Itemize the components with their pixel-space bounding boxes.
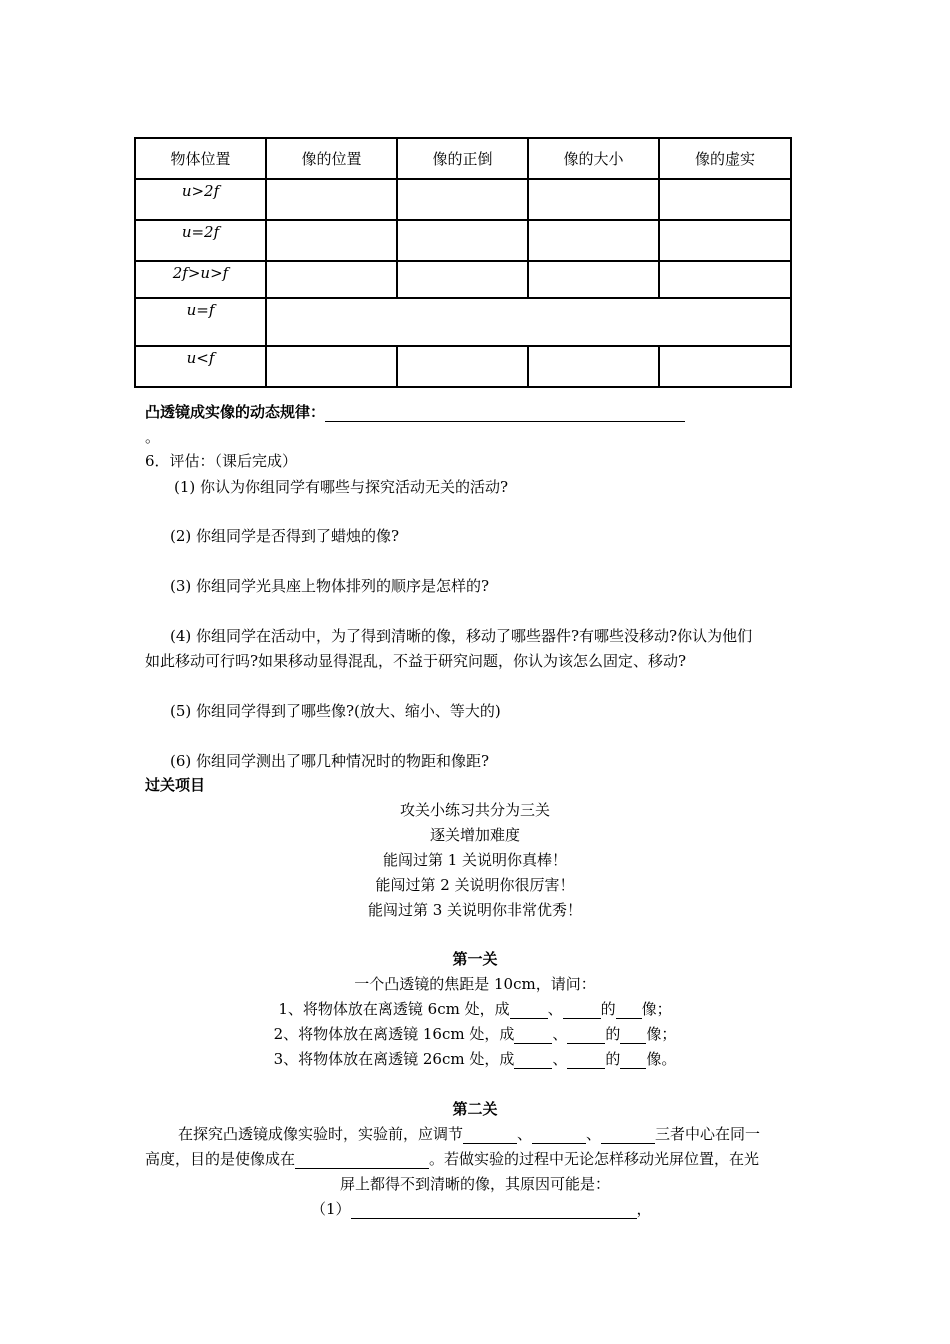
- para-text: 高度，目的是使像成在: [145, 1150, 296, 1168]
- answer-blank[interactable]: [325, 403, 685, 422]
- comma: ，: [636, 1200, 652, 1218]
- pass-intro-line: 能闯过第 3 关说明你非常优秀！: [367, 901, 583, 919]
- blank-cell[interactable]: [397, 220, 528, 261]
- separator: 、: [517, 1125, 533, 1143]
- level1-item: [0, 1023, 950, 1044]
- blank-cell[interactable]: [397, 261, 528, 298]
- separator: 、: [547, 1000, 563, 1018]
- imaging-table: [134, 137, 792, 388]
- pass-intro-line: 能闯过第 1 关说明你真棒！: [382, 851, 568, 869]
- answer-blank[interactable]: [601, 1125, 655, 1144]
- answer-blank[interactable]: [351, 1200, 637, 1219]
- item-text: 3、将物体放在离透镜 26cm 处，成: [273, 1050, 515, 1068]
- blank-cell[interactable]: [528, 179, 659, 220]
- period-mark: 。: [145, 428, 161, 446]
- level1-item: [0, 998, 950, 1019]
- eval-question-1: (1) 你认为你组同学有哪些与探究活动无关的活动?: [174, 478, 509, 496]
- answer-blank[interactable]: [514, 1025, 552, 1044]
- item-number: （1）: [311, 1200, 351, 1218]
- table-row: [135, 179, 791, 220]
- pass-intro-line: 能闯过第 2 关说明你很厉害！: [375, 876, 575, 894]
- eval-question-2: (2) 你组同学是否得到了蜡烛的像?: [170, 527, 400, 545]
- table-header-row: [135, 138, 791, 179]
- item-text: 1、将物体放在离透镜 6cm 处，成: [278, 1000, 510, 1018]
- blank-cell[interactable]: [659, 261, 791, 298]
- table-header-cell: 像的虚实: [659, 138, 791, 179]
- pass-intro-line: 攻关小练习共分为三关: [399, 801, 550, 819]
- table-header-cell: 像的大小: [528, 138, 659, 179]
- answer-blank[interactable]: [510, 1000, 548, 1019]
- blank-cell[interactable]: [659, 220, 791, 261]
- blank-cell[interactable]: [266, 261, 397, 298]
- eval-question-6: (6) 你组同学测出了哪几种情况时的物距和像距?: [170, 752, 490, 770]
- eval-question-5: (5) 你组同学得到了哪些像?(放大、缩小、等大的): [170, 702, 501, 720]
- table-header-cell: 像的位置: [266, 138, 397, 179]
- pass-intro-line: 逐关增加难度: [429, 826, 520, 844]
- answer-blank[interactable]: [532, 1125, 586, 1144]
- pass-title: 过关项目: [145, 776, 206, 794]
- table-row: [135, 220, 791, 261]
- level1-title: 第一关: [452, 950, 498, 968]
- row-label: u=f: [135, 298, 266, 346]
- de-char: 的: [605, 1050, 621, 1068]
- blank-cell[interactable]: [659, 179, 791, 220]
- eval-question-4-line2: 如此移动可行吗?如果移动显得混乱，不益于研究问题，你认为该怎么固定、移动?: [145, 652, 687, 670]
- row-label: 2f>u>f: [135, 261, 266, 298]
- table-header-cell: 物体位置: [135, 138, 266, 179]
- separator: 、: [552, 1050, 568, 1068]
- blank-cell[interactable]: [397, 179, 528, 220]
- blank-cell[interactable]: [266, 220, 397, 261]
- separator: 、: [586, 1125, 602, 1143]
- answer-blank[interactable]: [463, 1125, 517, 1144]
- para-text: 三者中心在同一: [655, 1125, 761, 1143]
- item-text: 2、将物体放在离透镜 16cm 处，成: [273, 1025, 515, 1043]
- de-char: 的: [600, 1000, 616, 1018]
- blank-cell[interactable]: [528, 346, 659, 387]
- row-label: u=2f: [135, 220, 266, 261]
- level2-para-line2: [145, 1148, 759, 1169]
- item-end: 像；: [646, 1025, 677, 1043]
- dynamic-rule-label: 凸透镜成实像的动态规律：: [145, 403, 326, 421]
- item-end: 像；: [641, 1000, 672, 1018]
- level2-title: 第二关: [452, 1100, 498, 1118]
- merged-blank-cell[interactable]: [266, 298, 791, 346]
- para-text: 在探究凸透镜成像实验时，实验前，应调节: [178, 1125, 464, 1143]
- answer-blank[interactable]: [514, 1050, 552, 1069]
- answer-blank[interactable]: [567, 1050, 605, 1069]
- para-text: 。若做实验的过程中无论怎样移动光屏位置，在光: [429, 1150, 760, 1168]
- blank-cell[interactable]: [659, 346, 791, 387]
- answer-blank[interactable]: [567, 1025, 605, 1044]
- table-header-cell: 像的正倒: [397, 138, 528, 179]
- answer-blank[interactable]: [616, 1000, 642, 1019]
- separator: 、: [552, 1025, 568, 1043]
- item-end: 像。: [646, 1050, 677, 1068]
- level2-para-line1: [178, 1123, 760, 1144]
- answer-blank[interactable]: [295, 1150, 429, 1169]
- level1-item: [0, 1048, 950, 1069]
- answer-blank[interactable]: [563, 1000, 601, 1019]
- table-row: [135, 298, 791, 346]
- table-row: [135, 261, 791, 298]
- dynamic-rule-line: [145, 401, 685, 422]
- level1-intro: 一个凸透镜的焦距是 10cm，请问：: [354, 975, 596, 993]
- level2-item-1: [311, 1198, 652, 1219]
- blank-cell[interactable]: [397, 346, 528, 387]
- answer-blank[interactable]: [620, 1050, 646, 1069]
- de-char: 的: [605, 1025, 621, 1043]
- eval-question-4-line1: (4) 你组同学在活动中，为了得到清晰的像，移动了哪些器件?有哪些没移动?你认为他们: [170, 627, 753, 645]
- eval-title: 6．评估：（课后完成）: [145, 452, 298, 470]
- eval-question-3: (3) 你组同学光具座上物体排列的顺序是怎样的?: [170, 577, 490, 595]
- blank-cell[interactable]: [528, 220, 659, 261]
- row-label: u<f: [135, 346, 266, 387]
- level2-para-line3: 屏上都得不到清晰的像，其原因可能是：: [339, 1175, 610, 1193]
- blank-cell[interactable]: [266, 179, 397, 220]
- table-row: [135, 346, 791, 387]
- row-label: u>2f: [135, 179, 266, 220]
- blank-cell[interactable]: [266, 346, 397, 387]
- blank-cell[interactable]: [528, 261, 659, 298]
- answer-blank[interactable]: [620, 1025, 646, 1044]
